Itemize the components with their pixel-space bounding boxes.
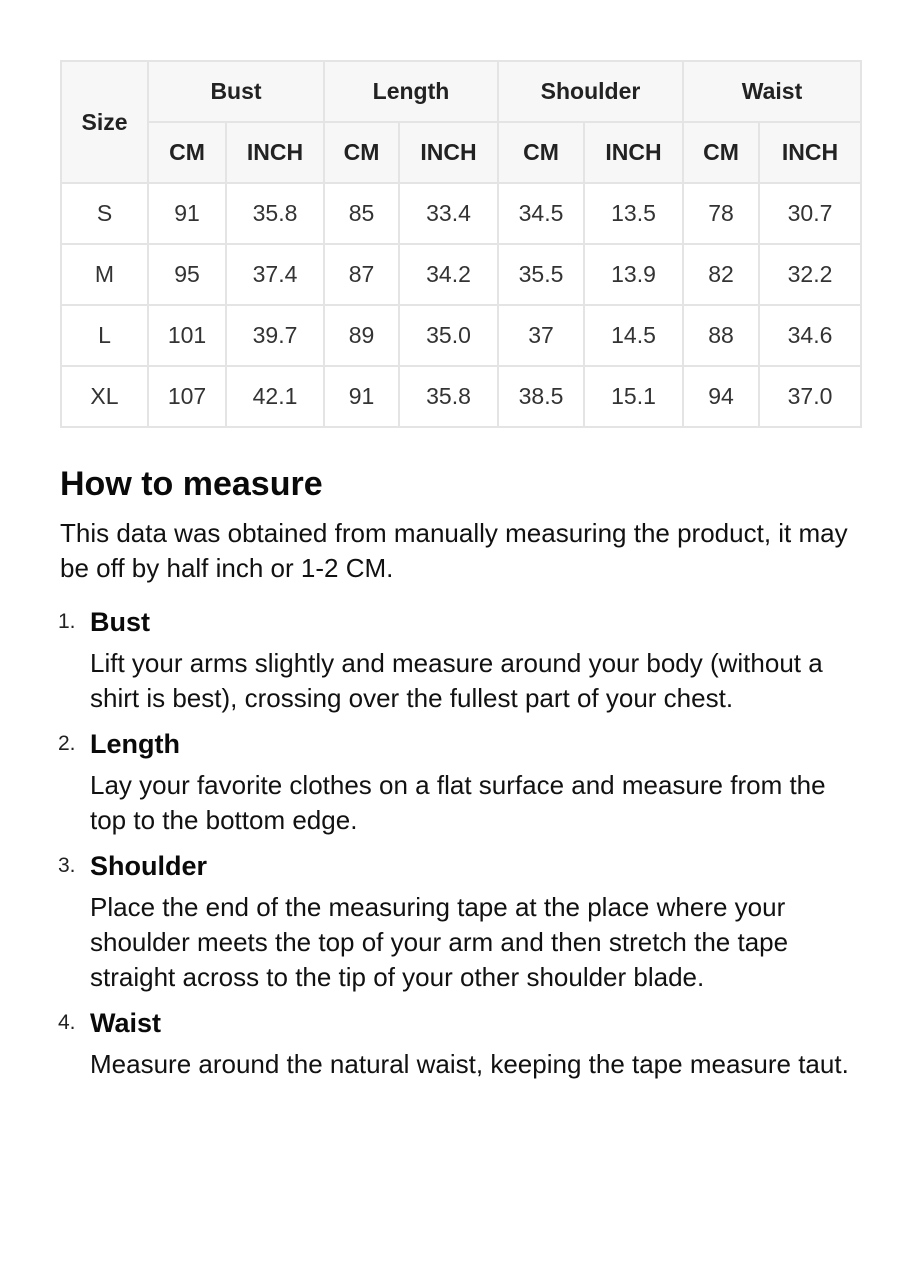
step-number: 3. [58,854,76,877]
table-cell: 91 [148,183,226,244]
list-item [60,1003,860,1082]
size-cell: S [61,183,148,244]
unit-header: INCH [399,122,498,183]
header-row-units [61,122,861,183]
table-cell: 89 [324,305,399,366]
table-cell: 101 [148,305,226,366]
shoulder-group-header: Shoulder [498,61,683,122]
table-cell: 37.4 [226,244,324,305]
unit-header: CM [498,122,584,183]
size-cell: XL [61,366,148,427]
table-cell: 42.1 [226,366,324,427]
measurement-disclaimer: This data was obtained from manually measuring the product, it may be off by half inch or 1-2 CM. [60,518,848,583]
unit-header: CM [683,122,759,183]
table-row [61,183,861,244]
step-number: 4. [58,1011,76,1034]
bust-group-header: Bust [148,61,324,122]
size-guide-page [60,60,860,1090]
length-group-header: Length [324,61,498,122]
table-cell: 14.5 [584,305,683,366]
table-cell: 88 [683,305,759,366]
step-title-waist: Waist [90,1008,162,1038]
step-title-length: Length [90,729,180,759]
table-cell: 91 [324,366,399,427]
list-item [60,724,860,838]
size-chart-table [60,60,862,428]
table-cell: 38.5 [498,366,584,427]
step-number: 1. [58,610,76,633]
step-description-bust: Lift your arms slightly and measure around your body (without a shirt is best), crossing over the fullest part of your chest. [90,648,823,713]
table-row [61,244,861,305]
waist-group-header: Waist [683,61,861,122]
table-cell: 107 [148,366,226,427]
step-title-shoulder: Shoulder [90,851,208,881]
table-cell: 34.6 [759,305,861,366]
step-description-length: Lay your favorite clothes on a flat surface and measure from the top to the bottom edge. [90,770,826,835]
step-description-shoulder: Place the end of the measuring tape at the place where your shoulder meets the top of your arm and then stretch the tape straight across to the tip of your other shoulder blade. [90,892,789,992]
how-to-measure-heading: How to measure [60,465,323,503]
table-cell: 35.5 [498,244,584,305]
step-description-waist: Measure around the natural waist, keeping the tape measure taut. [90,1049,849,1079]
table-cell: 33.4 [399,183,498,244]
unit-header: INCH [584,122,683,183]
table-cell: 32.2 [759,244,861,305]
table-cell: 35.8 [399,366,498,427]
header-row-groups [61,61,861,122]
table-cell: 34.5 [498,183,584,244]
table-row [61,305,861,366]
table-cell: 95 [148,244,226,305]
table-cell: 85 [324,183,399,244]
table-cell: 30.7 [759,183,861,244]
step-number: 2. [58,732,76,755]
table-row [61,366,861,427]
table-cell: 13.9 [584,244,683,305]
size-cell: L [61,305,148,366]
unit-header: CM [148,122,226,183]
size-column-header: Size [61,61,148,183]
table-cell: 13.5 [584,183,683,244]
table-cell: 37.0 [759,366,861,427]
table-cell: 87 [324,244,399,305]
unit-header: INCH [226,122,324,183]
table-cell: 35.8 [226,183,324,244]
list-item [60,602,860,716]
table-cell: 39.7 [226,305,324,366]
table-cell: 82 [683,244,759,305]
unit-header: INCH [759,122,861,183]
step-title-bust: Bust [90,607,150,637]
size-cell: M [61,244,148,305]
table-cell: 15.1 [584,366,683,427]
table-cell: 37 [498,305,584,366]
table-cell: 78 [683,183,759,244]
table-cell: 94 [683,366,759,427]
table-cell: 34.2 [399,244,498,305]
table-cell: 35.0 [399,305,498,366]
measurement-steps-list [60,602,860,1082]
list-item [60,846,860,995]
unit-header: CM [324,122,399,183]
